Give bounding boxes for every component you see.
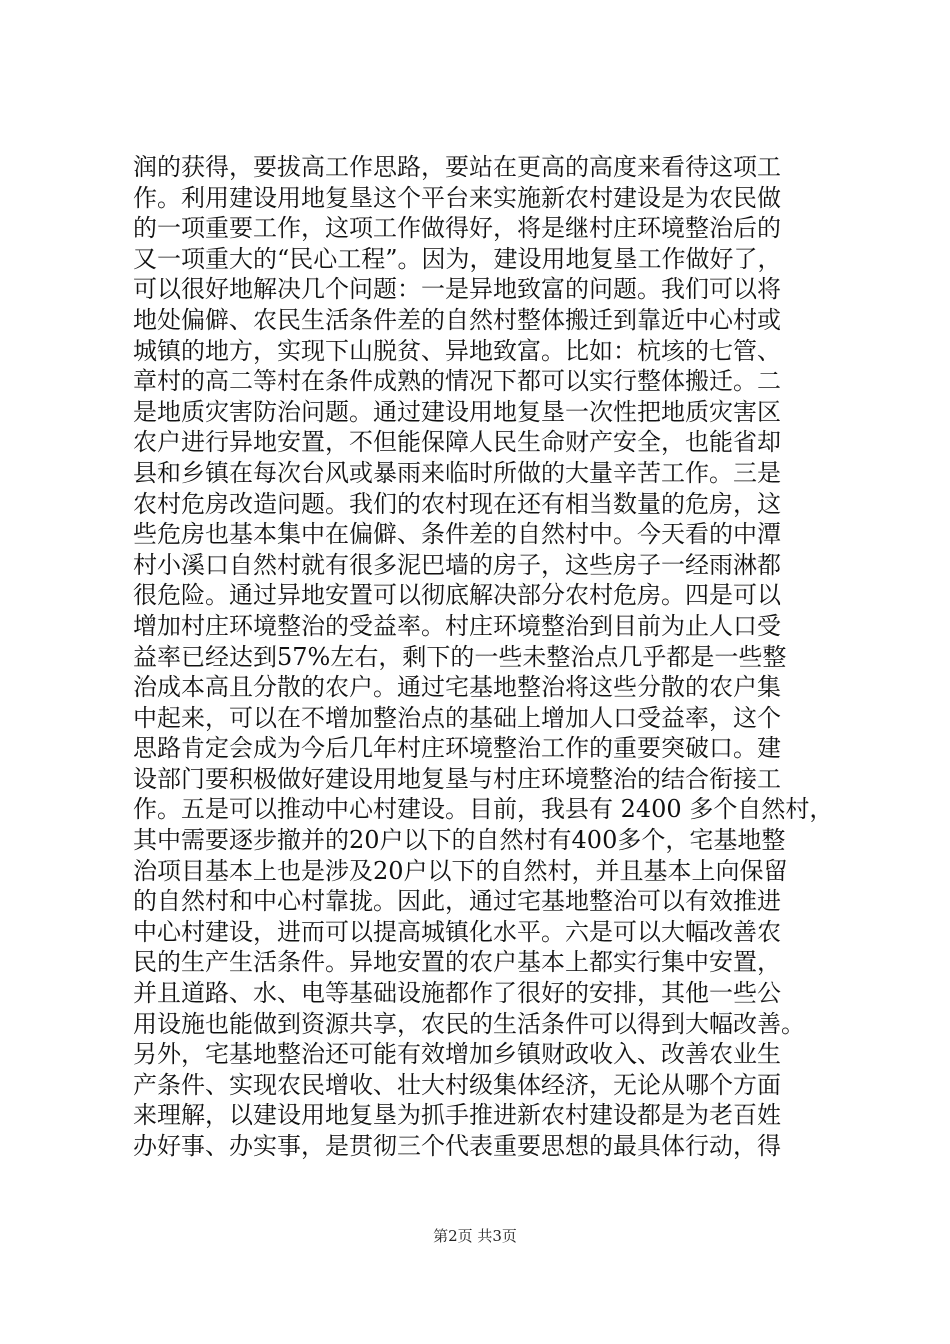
page-number: 第2页 共3页	[433, 1227, 517, 1245]
text-line: 并且道路、水、电等基础设施都作了很好的安排，其他一些公	[133, 979, 781, 1008]
text-line: 润的获得，要拔高工作思路，要站在更高的高度来看待这项工	[133, 153, 781, 181]
text-line: 思路肯定会成为今后几年村庄环境整治工作的重要突破口。建	[133, 734, 781, 763]
text-line: 治项目基本上也是涉及20户以下的自然村，并且基本上向保留	[133, 856, 788, 885]
page-footer	[0, 1226, 950, 1246]
text-line: 增加村庄环境整治的受益率。村庄环境整治到目前为止人口受	[133, 611, 781, 640]
text-line: 些危房也基本集中在偏僻、条件差的自然村中。今天看的中潭	[133, 520, 781, 549]
text-line: 其中需要逐步撤并的20户以下的自然村有400多个，宅基地整	[133, 826, 786, 855]
text-line: 农户进行异地安置，不但能保障人民生命财产安全，也能省却	[133, 428, 781, 457]
text-line: 用设施也能做到资源共享，农民的生活条件可以得到大幅改善。	[133, 1009, 805, 1038]
text-line: 县和乡镇在每次台风或暴雨来临时所做的大量辛苦工作。三是	[133, 458, 781, 487]
text-line: 另外，宅基地整治还可能有效增加乡镇财政收入、改善农业生	[133, 1040, 781, 1069]
text-line: 是地质灾害防治问题。通过建设用地复垦一次性把地质灾害区	[133, 397, 781, 426]
text-line: 中心村建设，进而可以提高城镇化水平。六是可以大幅改善农	[133, 917, 781, 946]
text-line: 农村危房改造问题。我们的农村现在还有相当数量的危房，这	[133, 489, 781, 518]
text-line: 办好事、办实事，是贯彻三个代表重要思想的最具体行动，得	[133, 1132, 781, 1160]
text-line: 城镇的地方，实现下山脱贫、异地致富。比如：杭垓的七管、	[133, 336, 781, 365]
text-line: 中起来，可以在不增加整治点的基础上增加人口受益率，这个	[133, 703, 781, 732]
text-line: 可以很好地解决几个问题：一是异地致富的问题。我们可以将	[133, 275, 781, 304]
text-line: 村小溪口自然村就有很多泥巴墙的房子，这些房子一经雨淋都	[133, 550, 781, 579]
text-line: 地处偏僻、农民生活条件差的自然村整体搬迁到靠近中心村或	[133, 305, 781, 334]
text-line: 作。五是可以推动中心村建设。目前，我县有 2400 多个自然村，	[133, 795, 834, 824]
text-line: 益率已经达到57%左右，剩下的一些未整治点几乎都是一些整	[133, 642, 787, 671]
text-line: 来理解，以建设用地复垦为抓手推进新农村建设都是为老百姓	[133, 1101, 781, 1130]
text-line: 设部门要积极做好建设用地复垦与村庄环境整治的结合衔接工	[133, 764, 781, 793]
text-line: 的自然村和中心村靠拢。因此，通过宅基地整治可以有效推进	[133, 887, 781, 916]
text-line: 产条件、实现农民增收、壮大村级集体经济，无论从哪个方面	[133, 1070, 781, 1099]
text-line: 章村的高二等村在条件成熟的情况下都可以实行整体搬迁。二	[133, 367, 781, 396]
text-line: 治成本高且分散的农户。通过宅基地整治将这些分散的农户集	[133, 673, 781, 702]
text-line: 的一项重要工作，这项工作做得好，将是继村庄环境整治后的	[133, 214, 781, 243]
body-text	[133, 152, 853, 1162]
text-line: 民的生产生活条件。异地安置的农户基本上都实行集中安置，	[133, 948, 781, 977]
text-line: 很危险。通过异地安置可以彻底解决部分农村危房。四是可以	[133, 581, 781, 610]
text-line: 作。利用建设用地复垦这个平台来实施新农村建设是为农民做	[133, 183, 781, 212]
text-line: 又一项重大的“民心工程”。因为，建设用地复垦工作做好了，	[133, 244, 782, 273]
